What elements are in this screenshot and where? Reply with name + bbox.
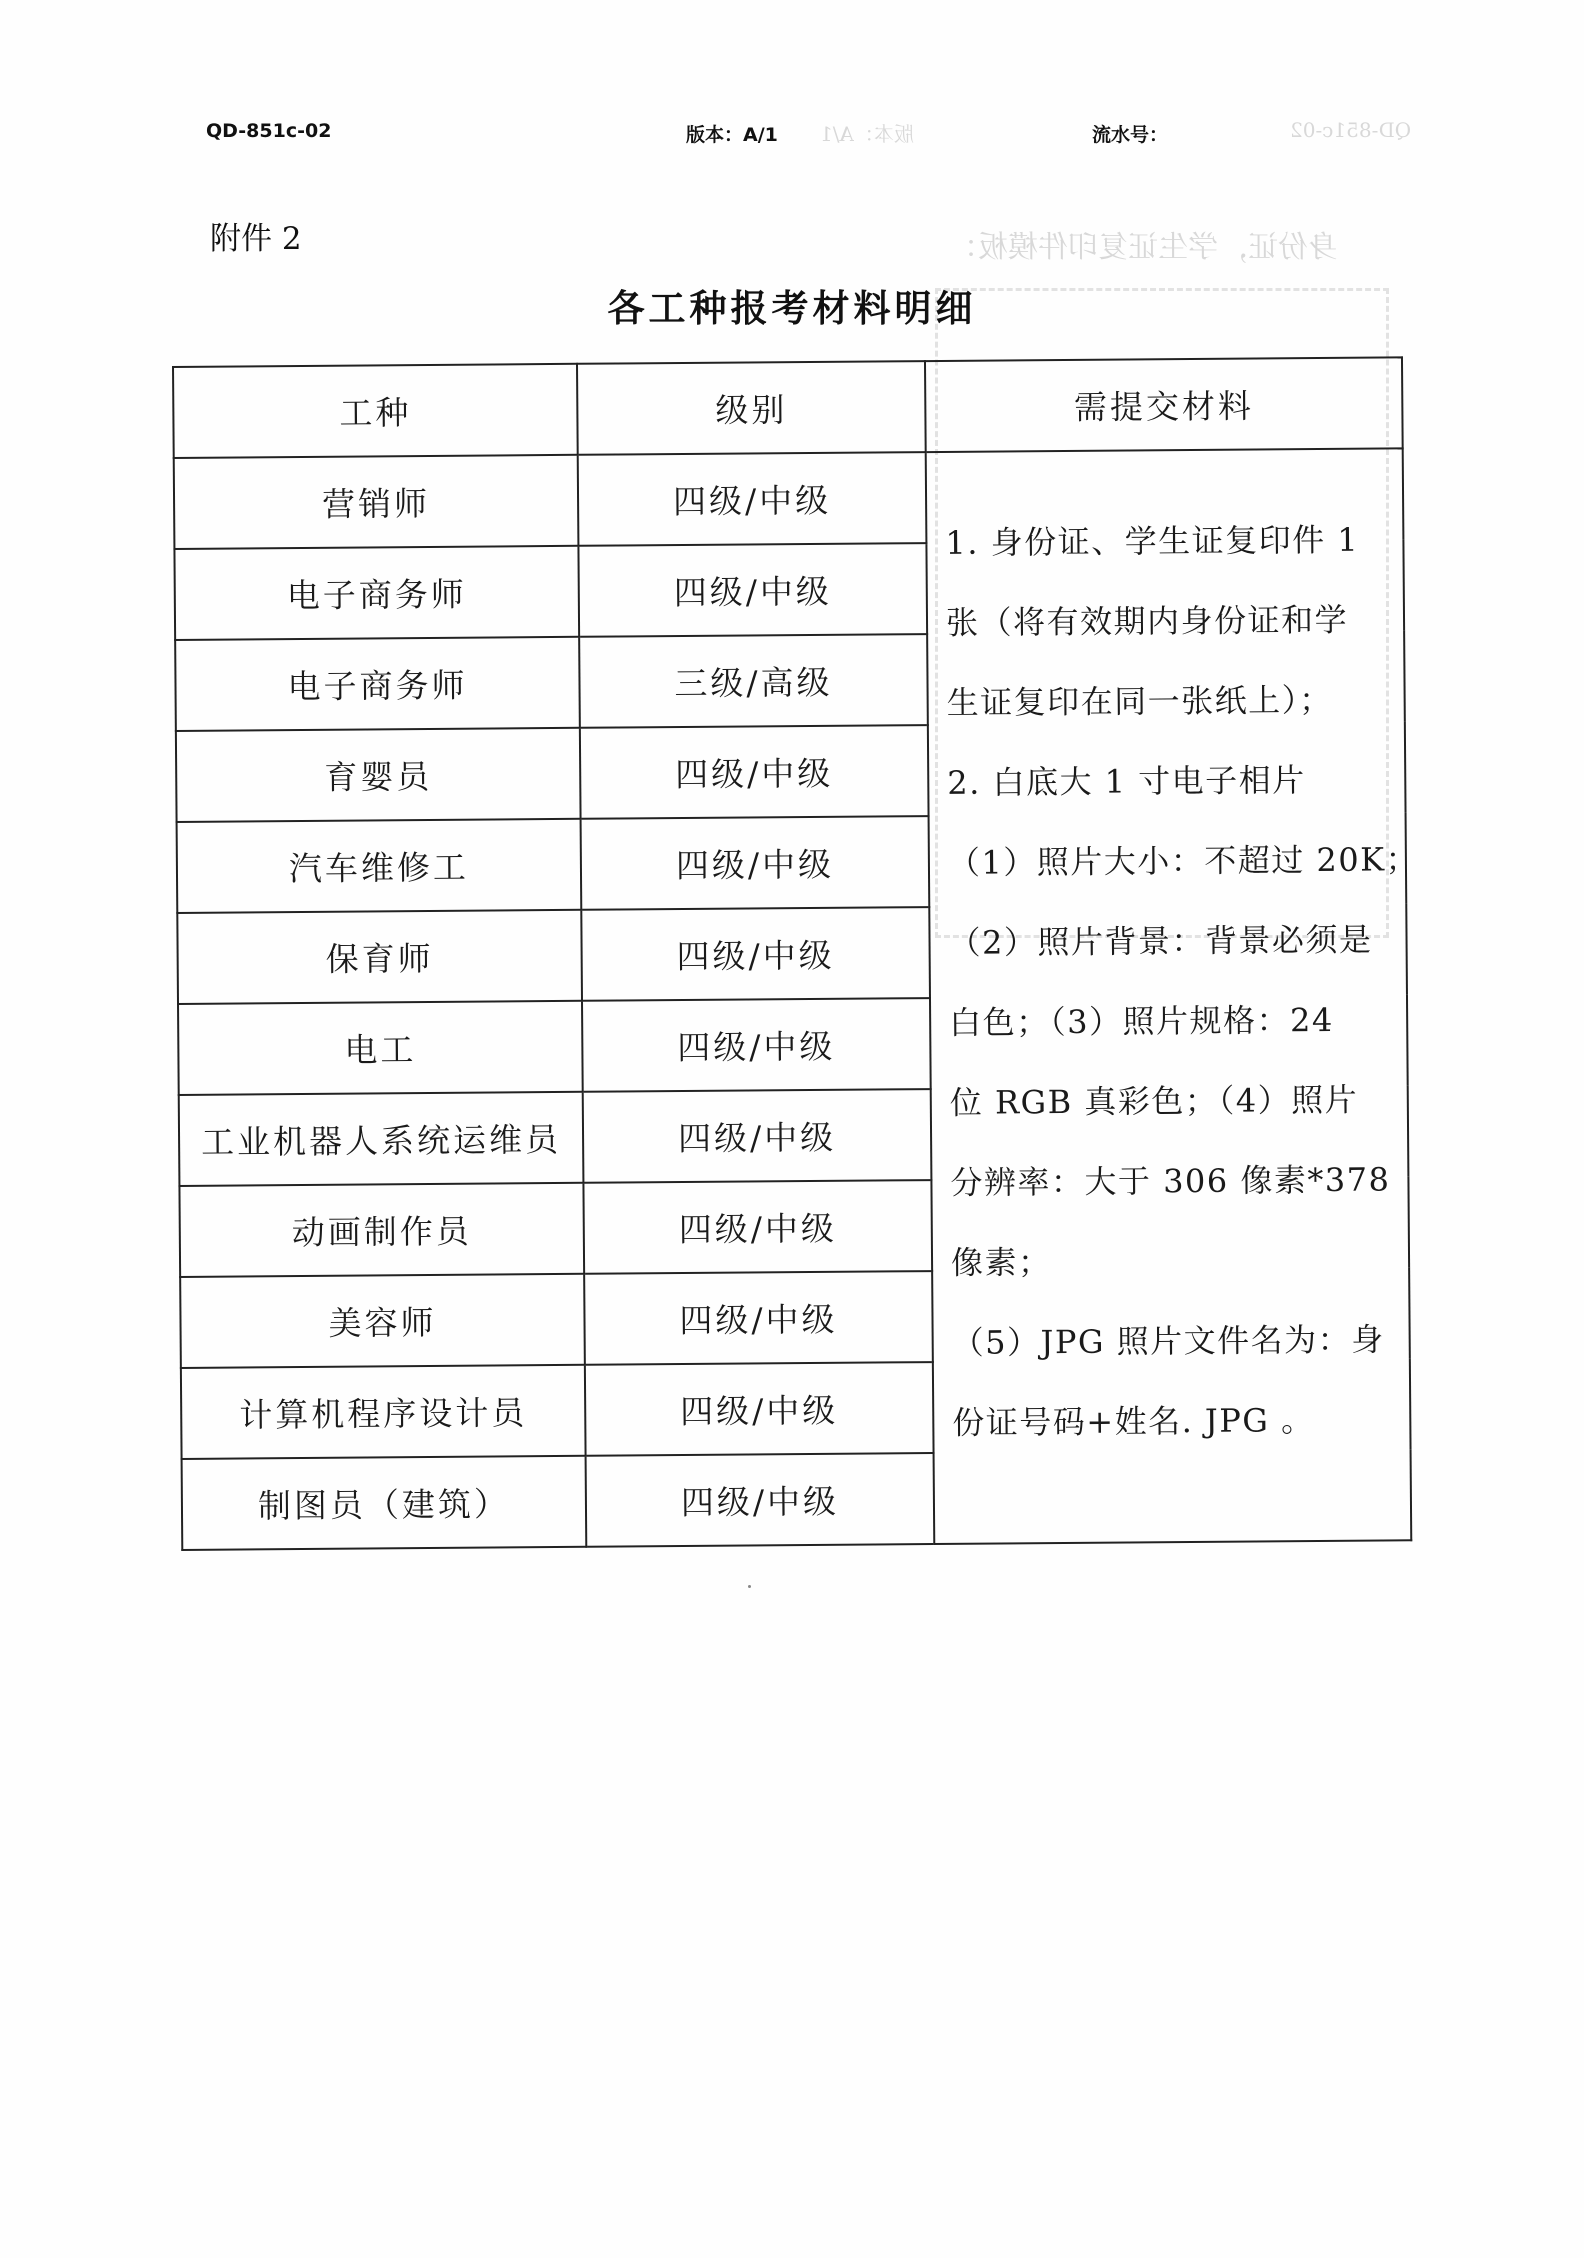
materials-line: 位 RGB 真彩色；（4）照片 (949, 1080, 1359, 1122)
serial-number-label: 流水号： (1092, 124, 1169, 146)
materials-line: 份证号码+姓名. JPG 。 (952, 1401, 1315, 1442)
table-header-row (173, 357, 1403, 458)
scan-speck (748, 1585, 751, 1588)
materials-line: 1. 身份证、学生证复印件 1 (945, 520, 1360, 562)
job-cell: 汽车维修工 (177, 819, 582, 913)
level-cell: 四级/中级 (585, 1362, 934, 1456)
attachment-label: 附件 2 (210, 221, 302, 257)
bleed-through-code: QD-851c-02 (1290, 118, 1412, 142)
materials-line: 白色；（3）照片规格：24 (949, 1000, 1334, 1042)
level-cell: 四级/中级 (581, 907, 930, 1001)
level-cell: 三级/高级 (579, 634, 928, 728)
bleed-through-caption: 身份证，学生证复印件模板： (948, 230, 1338, 265)
column-header-job: 工种 (173, 364, 578, 458)
column-header-materials: 需提交材料 (925, 357, 1403, 452)
level-cell: 四级/中级 (581, 816, 930, 910)
level-cell: 四级/中级 (583, 1089, 932, 1183)
level-cell: 四级/中级 (583, 1180, 932, 1274)
job-cell: 保育师 (177, 910, 582, 1004)
level-cell: 四级/中级 (578, 452, 927, 546)
job-cell: 工业机器人系统运维员 (179, 1092, 584, 1186)
column-header-level: 级别 (577, 361, 926, 455)
level-cell: 四级/中级 (584, 1271, 933, 1365)
materials-line: 分辨率：大于 306 像素*378 (950, 1160, 1391, 1202)
table-row (174, 448, 1404, 549)
job-cell: 电子商务师 (174, 546, 579, 640)
materials-cell (926, 448, 1420, 1544)
level-cell: 四级/中级 (580, 725, 929, 819)
job-cell: 电工 (178, 1001, 583, 1095)
materials-line: 像素； (950, 1243, 1052, 1282)
level-cell: 四级/中级 (578, 543, 927, 637)
job-cell: 美容师 (180, 1274, 585, 1368)
materials-line: 2. 白底大 1 寸电子相片 (947, 761, 1306, 802)
page-title: 各工种报考材料明细 (607, 287, 977, 330)
materials-line: （5）JPG 照片文件名为：身 (951, 1320, 1385, 1362)
level-cell: 四级/中级 (582, 998, 931, 1092)
job-cell: 计算机程序设计员 (181, 1365, 586, 1459)
job-cell: 电子商务师 (175, 637, 580, 731)
level-cell: 四级/中级 (586, 1453, 935, 1547)
bleed-through-version: 版本：A/1 (820, 122, 914, 146)
materials-line: （2）照片背景：背景必须是 (948, 920, 1373, 962)
job-cell: 动画制作员 (179, 1183, 584, 1277)
materials-line: （1）照片大小：不超过 20K； (947, 840, 1420, 882)
materials-line: 生证复印在同一张纸上）； (946, 680, 1333, 722)
doc-version: 版本：A/1 (686, 124, 778, 146)
job-cell: 营销师 (174, 455, 579, 549)
job-cell: 育婴员 (176, 728, 581, 822)
materials-line: 张（将有效期内身份证和学 (945, 600, 1349, 642)
materials-table (172, 356, 1420, 1551)
doc-code: QD-851c-02 (206, 120, 332, 142)
job-cell: 制图员（建筑） (182, 1456, 587, 1550)
